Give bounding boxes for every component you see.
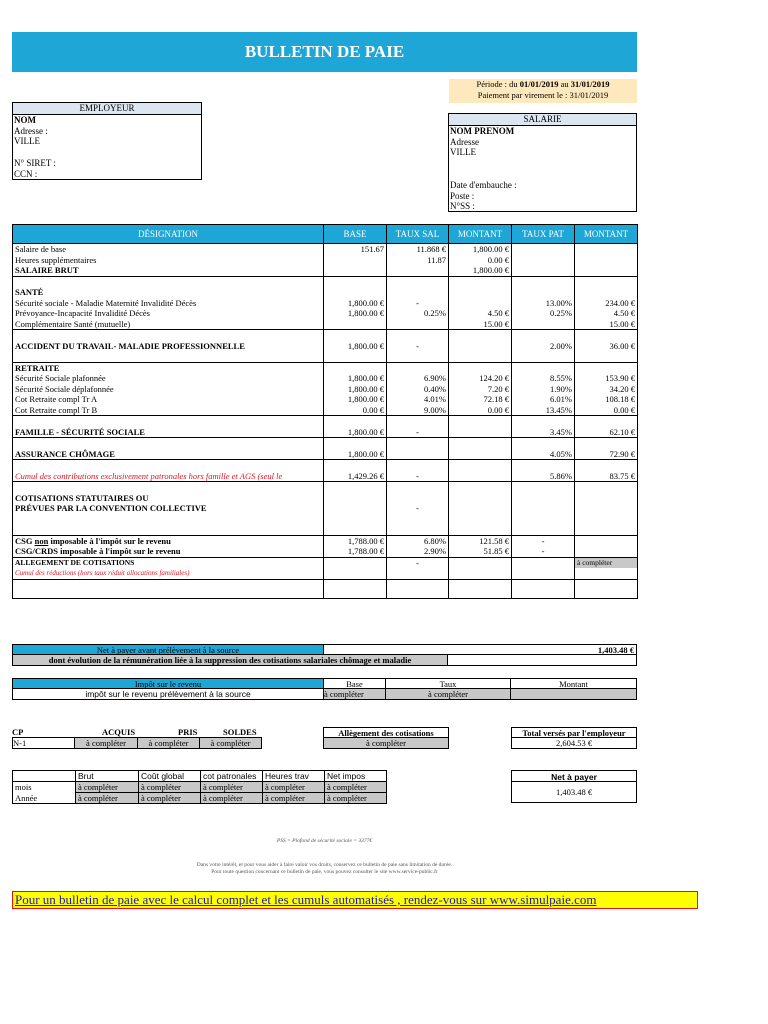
cumul-header-row: [13, 771, 387, 782]
table-row: [13, 503, 638, 514]
cell: 0.40%: [387, 384, 449, 395]
cell: 4.50 €: [449, 308, 512, 319]
cell: 72.18 €: [449, 394, 512, 405]
cumul-row-mois: [13, 782, 387, 793]
cell: 1,800.00 €: [449, 244, 512, 255]
cell: -: [387, 427, 449, 438]
total-row: [13, 579, 638, 598]
cp-header-acquis: ACQUIS: [102, 727, 136, 737]
cell: [387, 265, 449, 276]
col-taux-pat: TAUX PAT: [512, 225, 575, 244]
cell: -: [387, 557, 449, 568]
table-row: [13, 557, 638, 568]
cell: 13.45%: [512, 405, 575, 416]
tax-base-header: Base: [324, 678, 386, 689]
cell: 1,800.00 €: [324, 427, 387, 438]
table-row: [13, 265, 638, 276]
net-value: 1,403.48 €: [324, 644, 637, 655]
cell: Cumul des contributions exclusivement patronales hors famille et AGS (seul le: [13, 471, 324, 482]
cp-section: [12, 727, 262, 749]
cell: SALAIRE BRUT: [13, 265, 324, 276]
cell: Prévoyance-Incapacité Invalidité Décès: [13, 308, 324, 319]
cell: -: [387, 471, 449, 482]
cell: 0.00 €: [449, 405, 512, 416]
tax-row-label: impôt sur le revenu prélèvement à la source: [12, 689, 324, 700]
cell: 36.00 €: [575, 341, 638, 352]
cp-header-soldes: SOLDES: [223, 727, 257, 737]
table-row: [13, 384, 638, 395]
cell: -: [512, 546, 575, 557]
tax-amount-header: Montant: [511, 678, 637, 689]
cp-acquis-input[interactable]: à compléter: [75, 738, 138, 749]
cp-header-row: [12, 727, 262, 738]
table-row: [13, 362, 638, 373]
cell: [575, 255, 638, 266]
cumul-row-label: mois: [13, 782, 76, 793]
employer-address: Adresse :: [14, 125, 48, 136]
cell: 151.67: [324, 244, 387, 255]
table-row: [13, 471, 638, 482]
cumul-table: [12, 770, 387, 804]
cumul-input[interactable]: à compléter: [139, 793, 201, 804]
cell: ACCIDENT DU TRAVAIL- MALADIE PROFESSIONNELLE: [13, 341, 324, 352]
net-sub-value: [448, 655, 637, 666]
cumul-header-cot: cot patronales: [201, 771, 263, 782]
cumul-row-annee: [13, 793, 387, 804]
employee-name: NOM PRENOM: [450, 125, 515, 136]
table-row: [13, 405, 638, 416]
cell: [324, 255, 387, 266]
cumul-input[interactable]: à compléter: [325, 793, 387, 804]
period-to: 31/01/2019: [570, 79, 610, 89]
cumul-input[interactable]: à compléter: [76, 793, 139, 804]
cell: CSG/CRDS imposable à l'impôt sur le revenu: [13, 546, 324, 557]
spacer-row: [13, 460, 638, 471]
cell: 153.90 €: [575, 373, 638, 384]
cumul-input[interactable]: à compléter: [76, 782, 139, 793]
cell: 108.18 €: [575, 394, 638, 405]
cell: 0.00 €: [449, 255, 512, 266]
footer-note-1: Dans votre intérêt, et pour vous aider à faire valoir vos droits, conservez ce bulletin de paie sans limitation de durée.: [196, 862, 453, 868]
table-row: [13, 341, 638, 352]
cumul-input[interactable]: à compléter: [325, 782, 387, 793]
spacer-row: [13, 514, 638, 525]
cp-header-pris: PRIS: [178, 727, 198, 737]
cell: 4.05%: [512, 449, 575, 460]
cumul-header-brut: Brut: [76, 771, 139, 782]
cell: 1.90%: [512, 384, 575, 395]
tax-section: [12, 678, 637, 700]
employer-box: [12, 102, 202, 180]
table-row: [13, 394, 638, 405]
cell: 121.58 €: [449, 535, 512, 546]
employer-ccn: CCN :: [14, 168, 38, 179]
cell: 1,800.00 €: [324, 394, 387, 405]
cell: 1,788.00 €: [324, 546, 387, 557]
table-header-row: [13, 225, 638, 244]
cell: 62.10 €: [575, 427, 638, 438]
total-pat: [575, 579, 638, 598]
cell: 83.75 €: [575, 471, 638, 482]
cell: -: [387, 503, 449, 514]
cell: [575, 265, 638, 276]
employee-box: [448, 113, 637, 212]
total-employer-section: [511, 727, 637, 749]
cell: SANTÉ: [13, 287, 324, 298]
table-row: [13, 493, 638, 504]
employer-name: NOM: [14, 114, 36, 125]
cell: 6.80%: [387, 535, 449, 546]
total-label: [13, 579, 324, 598]
tax-rate-input[interactable]: à compléter: [386, 689, 511, 700]
cumul-header-cout: Coût global: [139, 771, 201, 782]
cell: COTISATIONS STATUTAIRES OU: [13, 493, 324, 504]
banner-text[interactable]: Pour un bulletin de paie avec le calcul complet et les cumuls automatisés , rendez-vous sur www.simulpaie.com: [15, 892, 597, 907]
cell: [324, 265, 387, 276]
cell: Sécurité Sociale plafonnée: [13, 373, 324, 384]
cell: 0.00 €: [324, 405, 387, 416]
cp-row-label: N-1: [12, 738, 75, 749]
table-row: [13, 568, 638, 579]
cell: 0.25%: [387, 308, 449, 319]
net-pay-label: Net à payer: [511, 770, 637, 782]
table-row: [13, 535, 638, 546]
cell: 1,800.00 €: [324, 308, 387, 319]
cell: -: [387, 341, 449, 352]
cell: 15.00 €: [575, 319, 638, 330]
employer-city: VILLE: [14, 136, 40, 147]
cumul-row-label: Année: [13, 793, 76, 804]
page-title: BULLETIN DE PAIE: [12, 32, 637, 72]
cell: [512, 255, 575, 266]
cell: Cot Retraite compl Tr B: [13, 405, 324, 416]
cp-pris-input[interactable]: à compléter: [138, 738, 200, 749]
tax-label: Impôt sur le revenu: [12, 678, 324, 689]
spacer-row: [13, 276, 638, 287]
cell: 124.20 €: [449, 373, 512, 384]
employee-ssn: N°SS :: [450, 201, 475, 212]
cell: 9.00%: [387, 405, 449, 416]
col-montant-pat: MONTANT: [575, 225, 638, 244]
cumul-header: [13, 771, 76, 782]
total-employer-value: 2,604.53 €: [511, 738, 637, 749]
employer-blank: [13, 147, 201, 158]
cell: 34.20 €: [575, 384, 638, 395]
net-sub-label: dont évolution de la rémunération liée à la suppression des cotisations salariales chômage et maladie: [12, 655, 448, 666]
cell: 234.00 €: [575, 298, 638, 309]
footer-note-2: Pour toute question concernant ce bulletin de paie, vous pouvez consulter le site www.service-public.fr: [211, 869, 438, 875]
contributions-table: [12, 224, 638, 599]
cell: Sécurité Sociale déplafonnée: [13, 384, 324, 395]
cell: 51.85 €: [449, 546, 512, 557]
period-box: [449, 79, 637, 103]
cp-header: CP: [12, 727, 24, 737]
table-row: [13, 546, 638, 557]
cell: 11.868 €: [387, 244, 449, 255]
net-pay-value: 1,403.48 €: [511, 782, 637, 803]
cell: 4.50 €: [575, 308, 638, 319]
spacer-row: [13, 330, 638, 341]
net-section: [12, 644, 637, 667]
cell: 72.90 €: [575, 449, 638, 460]
period-prefix: Période : du: [476, 79, 520, 89]
cell: 0.25%: [512, 308, 575, 319]
cell: 6.01%: [512, 394, 575, 405]
table-row: [13, 255, 638, 266]
employee-header: SALARIE: [449, 114, 636, 126]
cumul-input[interactable]: à compléter: [263, 793, 325, 804]
employee-hire-date: Date d'embauche :: [450, 179, 517, 190]
cell: 1,429.26 €: [324, 471, 387, 482]
cell: CSG non imposable à l'impôt sur le revenu: [13, 535, 324, 546]
total-employer-label: Total versés par l'employeur: [511, 727, 637, 738]
cell: 1,800.00 €: [324, 298, 387, 309]
employer-header: EMPLOYEUR: [13, 103, 201, 115]
tax-base-input[interactable]: à compléter: [324, 689, 386, 700]
cumul-input[interactable]: à compléter: [201, 793, 263, 804]
net-label: Net à payer avant prélèvement à la source: [12, 644, 324, 655]
cell: Heures supplémentaires: [13, 255, 324, 266]
table-row: [13, 427, 638, 438]
cell: ASSURANCE CHÔMAGE: [13, 449, 324, 460]
cell: 11.87: [387, 255, 449, 266]
col-montant-sal: MONTANT: [449, 225, 512, 244]
col-taux-sal: TAUX SAL: [387, 225, 449, 244]
table-row: [13, 319, 638, 330]
allegement-section: [323, 727, 449, 749]
cell: 5.86%: [512, 471, 575, 482]
table-row: [13, 373, 638, 384]
table-row: [13, 298, 638, 309]
table-row: [13, 244, 638, 255]
col-designation: DÉSIGNATION: [13, 225, 324, 244]
cell: 1,788.00 €: [324, 535, 387, 546]
cell: 1,800.00 €: [324, 449, 387, 460]
allegement-input[interactable]: à compléter: [323, 738, 449, 749]
employee-city: VILLE: [450, 147, 476, 158]
pss-note: PSS = Plafond de sécurité sociale = 3377€: [276, 838, 373, 844]
cell: [575, 244, 638, 255]
cell: Cumul des réductions (hors taux réduit allocations familiales): [13, 568, 324, 579]
cell: 6.90%: [387, 373, 449, 384]
cell: [512, 244, 575, 255]
spacer-row: [13, 351, 638, 362]
cell: 8.55%: [512, 373, 575, 384]
cell: 13.00%: [512, 298, 575, 309]
cumul-input[interactable]: à compléter: [201, 782, 263, 793]
table-row: [13, 308, 638, 319]
cell: [512, 265, 575, 276]
spacer-row: [13, 482, 638, 493]
cell: RETRAITE: [13, 362, 324, 373]
cell: 7.20 €: [449, 384, 512, 395]
cell: Salaire de base: [13, 244, 324, 255]
cell: 1,800.00 €: [449, 265, 512, 276]
period-line: [449, 79, 637, 90]
cell: 4.01%: [387, 394, 449, 405]
spacer-row: [13, 416, 638, 427]
cell: 3.45%: [512, 427, 575, 438]
spacer-row: [13, 524, 638, 535]
period-from: 01/01/2019: [519, 79, 559, 89]
cell: -: [512, 535, 575, 546]
cell: 0.00 €: [575, 405, 638, 416]
net-pay-section: [511, 770, 637, 803]
cumul-header-heures: Heures trav: [263, 771, 325, 782]
cell: 1,800.00 €: [324, 373, 387, 384]
cell: 1,800.00 €: [324, 341, 387, 352]
employer-siret: N° SIRET :: [14, 157, 56, 168]
simulpaie-link[interactable]: [12, 891, 698, 909]
cell: 2.90%: [387, 546, 449, 557]
tax-rate-header: Taux: [386, 678, 511, 689]
cell: FAMILLE - SÉCURITÉ SOCIALE: [13, 427, 324, 438]
cell: -: [387, 298, 449, 309]
table-row: [13, 449, 638, 460]
employee-position: Poste :: [450, 190, 475, 201]
tax-amount-cell: [511, 689, 637, 700]
cell: à compléter: [575, 557, 638, 568]
cell: Cot Retraite compl Tr A: [13, 394, 324, 405]
total-sal: [449, 579, 512, 598]
cell: ALLEGEMENT DE COTISATIONS: [13, 557, 324, 568]
allegement-label: Allègement des cotisations: [323, 727, 449, 738]
cell: 1,800.00 €: [324, 384, 387, 395]
cumul-header-net: Net impos: [325, 771, 387, 782]
cell: PRÉVUES PAR LA CONVENTION COLLECTIVE: [13, 503, 324, 514]
payment-line: Paiement par virement le : 31/01/2019: [477, 90, 609, 100]
table-row: [13, 287, 638, 298]
employee-blank: [449, 158, 636, 180]
cumul-input[interactable]: à compléter: [139, 782, 201, 793]
cell: Sécurité sociale - Maladie Maternité Invalidité Décès: [13, 298, 324, 309]
col-base: BASE: [324, 225, 387, 244]
cell: 2.00%: [512, 341, 575, 352]
employee-address: Adresse: [450, 136, 479, 147]
spacer-row: [13, 438, 638, 449]
cell: Complémentaire Santé (mutuelle): [13, 319, 324, 330]
cumul-input[interactable]: à compléter: [263, 782, 325, 793]
cell: 15.00 €: [449, 319, 512, 330]
period-mid: au: [558, 79, 571, 89]
cp-soldes-input[interactable]: à compléter: [200, 738, 262, 749]
